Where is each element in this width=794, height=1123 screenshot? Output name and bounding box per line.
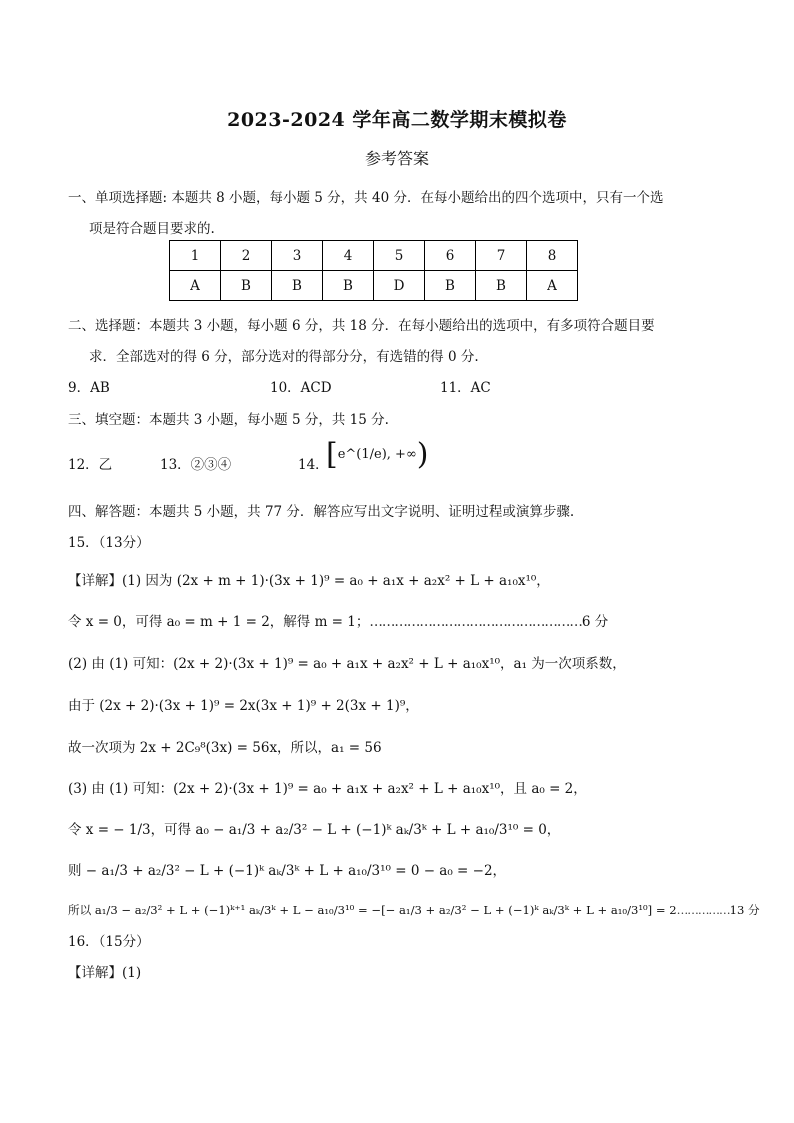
page-title: 2023-2024 学年高二数学期末模拟卷 [227,109,567,131]
question-number: 8 [527,241,578,271]
q15-step2-score: 6 分 [581,614,609,630]
q16-step1: 【详解】(1) [68,965,142,981]
answer-13: 13．②③④ [160,457,232,473]
right-paren: ) [416,437,429,472]
answer-table [169,240,578,301]
answer-cell: B [272,271,323,301]
question-number: 4 [323,241,374,271]
section2-heading: 二、选择题：本题共 3 小题，每小题 6 分，共 18 分．在每小题给出的选项中，有多项符合题目要 [68,318,655,334]
q15-step2-text: 令 x = 0，可得 a₀ = m + 1 = 2，解得 m = 1； [68,614,370,630]
question-number: 3 [272,241,323,271]
score-leader: …………………………………………… [369,614,582,630]
page-subtitle: 参考答案 [364,149,429,168]
question-number: 2 [221,241,272,271]
question-16-title: 16．（15分） [68,934,150,950]
answer-14-value: e^(1/e), +∞ [337,447,417,462]
section1-heading: 一、单项选择题: 本题共 8 小题，每小题 5 分，共 40 分．在每小题给出的四个选项中，只有一个选 [68,190,664,206]
answer-cell: B [323,271,374,301]
q15-step4: 由于 (2x + 2)·(3x + 1)⁹ = 2x(3x + 1)⁹ + 2(3x + 1)⁹， [68,698,419,714]
q15-step5: 故一次项为 2x + 2C₉⁸(3x) = 56x，所以，a₁ = 56 [68,740,382,756]
answer-14-label: 14． [298,457,329,473]
q15-step1: 【详解】(1) 因为 (2x + m + 1)·(3x + 1)⁹ = a₀ + a₁x + a₂x² + L + a₁₀x¹⁰， [68,573,550,589]
q15-step7: 令 x = − 1/3，可得 a₀ − a₁/3 + a₂/3² − L + (−1)ᵏ aₖ/3ᵏ + L + a₁₀/3¹⁰ = 0， [68,822,561,838]
answer-12: 12．乙 [68,457,113,473]
answer-11: 11．AC [440,380,491,396]
answer-cell: B [221,271,272,301]
section3-heading: 三、填空题：本题共 3 小题，每小题 5 分，共 15 分. [68,412,389,428]
question-number: 6 [425,241,476,271]
question-number-row [170,241,578,271]
answer-cell: B [425,271,476,301]
answer-cell: A [527,271,578,301]
question-number: 1 [170,241,221,271]
section1-heading-cont: 项是符合题目要求的. [89,221,215,237]
score-leader: …………… [676,903,730,917]
answer-9: 9．AB [68,380,110,396]
answer-row [170,271,578,301]
section4-heading: 四、解答题：本题共 5 小题，共 77 分．解答应写出文字说明、证明过程或演算步骤. [68,504,575,520]
section2-heading-cont: 求．全部选对的得 6 分，部分选对的得部分分，有选错的得 0 分. [89,349,479,365]
q15-step8: 则 − a₁/3 + a₂/3² − L + (−1)ᵏ aₖ/3ᵏ + L + a₁₀/3¹⁰ = 0 − a₀ = −2， [68,863,507,879]
question-15-title: 15．（13分） [68,535,150,551]
q15-step9-score: 13 分 [729,903,760,917]
q15-step3: (2) 由 (1) 可知：(2x + 2)·(3x + 1)⁹ = a₀ + a₁x + a₂x² + L + a₁₀x¹⁰，a₁ 为一次项系数， [68,656,626,672]
question-number: 5 [374,241,425,271]
answer-cell: A [170,271,221,301]
q15-step2 [68,610,608,630]
left-bracket: [ [326,437,338,472]
q15-step6: (3) 由 (1) 可知：(2x + 2)·(3x + 1)⁹ = a₀ + a₁x + a₂x² + L + a₁₀x¹⁰，且 a₀ = 2， [68,781,587,797]
answer-10: 10．ACD [270,380,332,396]
q15-step9 [68,902,760,918]
answer-cell: B [476,271,527,301]
question-number: 7 [476,241,527,271]
answer-cell: D [374,271,425,301]
answer-14-interval [326,437,429,472]
q15-step9-text: 所以 a₁/3 − a₂/3² + L + (−1)ᵏ⁺¹ aₖ/3ᵏ + L − a₁₀/3¹⁰ = −[− a₁/3 + a₂/3² − L + (−1)ᵏ aₖ/3ᵏ + L + a₁₀/3¹⁰] = 2 [68,903,677,917]
